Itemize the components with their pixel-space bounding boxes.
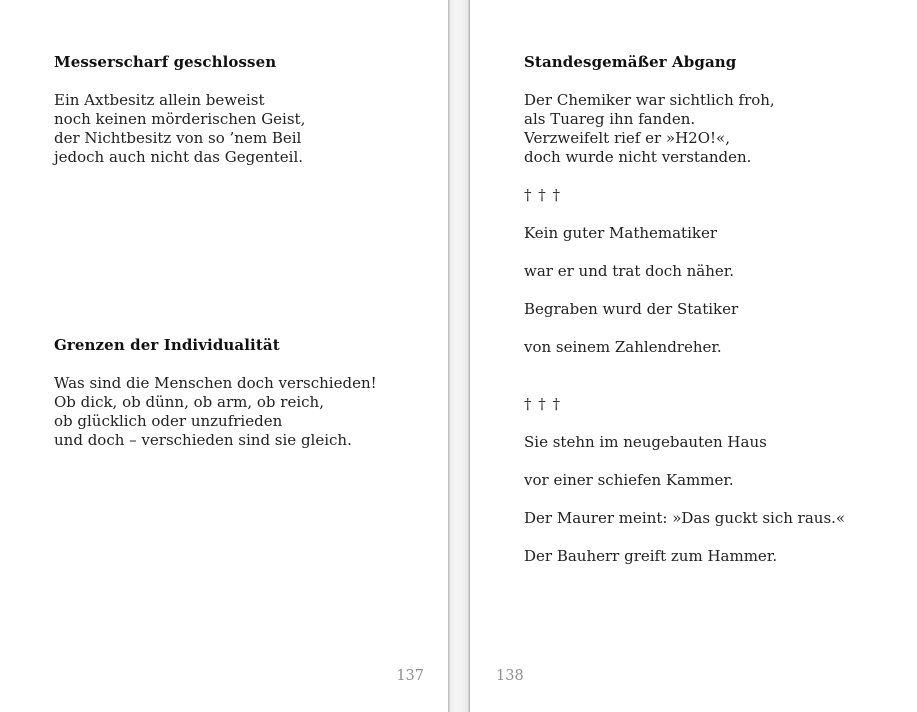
poem-line: Verzweifelt rief er »H2O!«, [524,129,730,147]
poem-line: Der Bauherr greift zum Hammer. [524,547,778,565]
dagger-divider: † † † [524,186,562,204]
poem-title: Messerscharf geschlossen [54,53,277,71]
poem-standesgemaess [524,53,887,585]
poem-title: Grenzen der Individualität [54,336,280,354]
page-number-right: 138 [496,668,524,684]
poem-line: Sie stehn im neugebauten Haus [524,433,767,451]
stanza-1 [524,91,887,167]
page-gutter [448,0,470,712]
poem-line: Der Chemiker war sichtlich froh, [524,91,775,109]
poem-line: ob glücklich oder unzufrieden [54,412,283,430]
poem-line: Kein guter Mathematiker [524,224,718,242]
stanza-3 [524,414,887,585]
poem-line: jedoch auch nicht das Gegenteil. [54,148,304,166]
poem-line: noch keinen mörderischen Geist, [54,110,306,128]
poem-line: Ein Axtbesitz allein beweist [54,91,265,109]
poem-body [54,374,422,450]
poem-line: und doch – verschieden sind sie gleich. [54,431,352,449]
dagger-divider: † † † [524,395,562,413]
poem-line: der Nichtbesitz von so ’nem Beil [54,129,302,147]
poem-line: Was sind die Menschen doch verschieden! [54,374,377,392]
poem-line: war er und trat doch näher. [524,262,735,280]
poem-line: als Tuareg ihn fanden. [524,110,696,128]
poem-title: Standesgemäßer Abgang [524,53,737,71]
left-page[interactable] [0,0,448,712]
page-number-left: 137 [396,668,424,684]
poem-line: Begraben wurd der Statiker [524,300,739,318]
poem-body [54,91,422,167]
stanza-2 [524,205,887,376]
poem-line: Ob dick, ob dünn, ob arm, ob reich, [54,393,324,411]
poem-line: Der Maurer meint: »Das guckt sich raus.« [524,509,846,527]
poem-grenzen [54,336,422,450]
right-page[interactable] [470,0,917,712]
poem-messerscharf [54,53,422,167]
poem-line: vor einer schiefen Kammer. [524,471,734,489]
poem-line: doch wurde nicht verstanden. [524,148,752,166]
poem-line: von seinem Zahlendreher. [524,338,722,356]
